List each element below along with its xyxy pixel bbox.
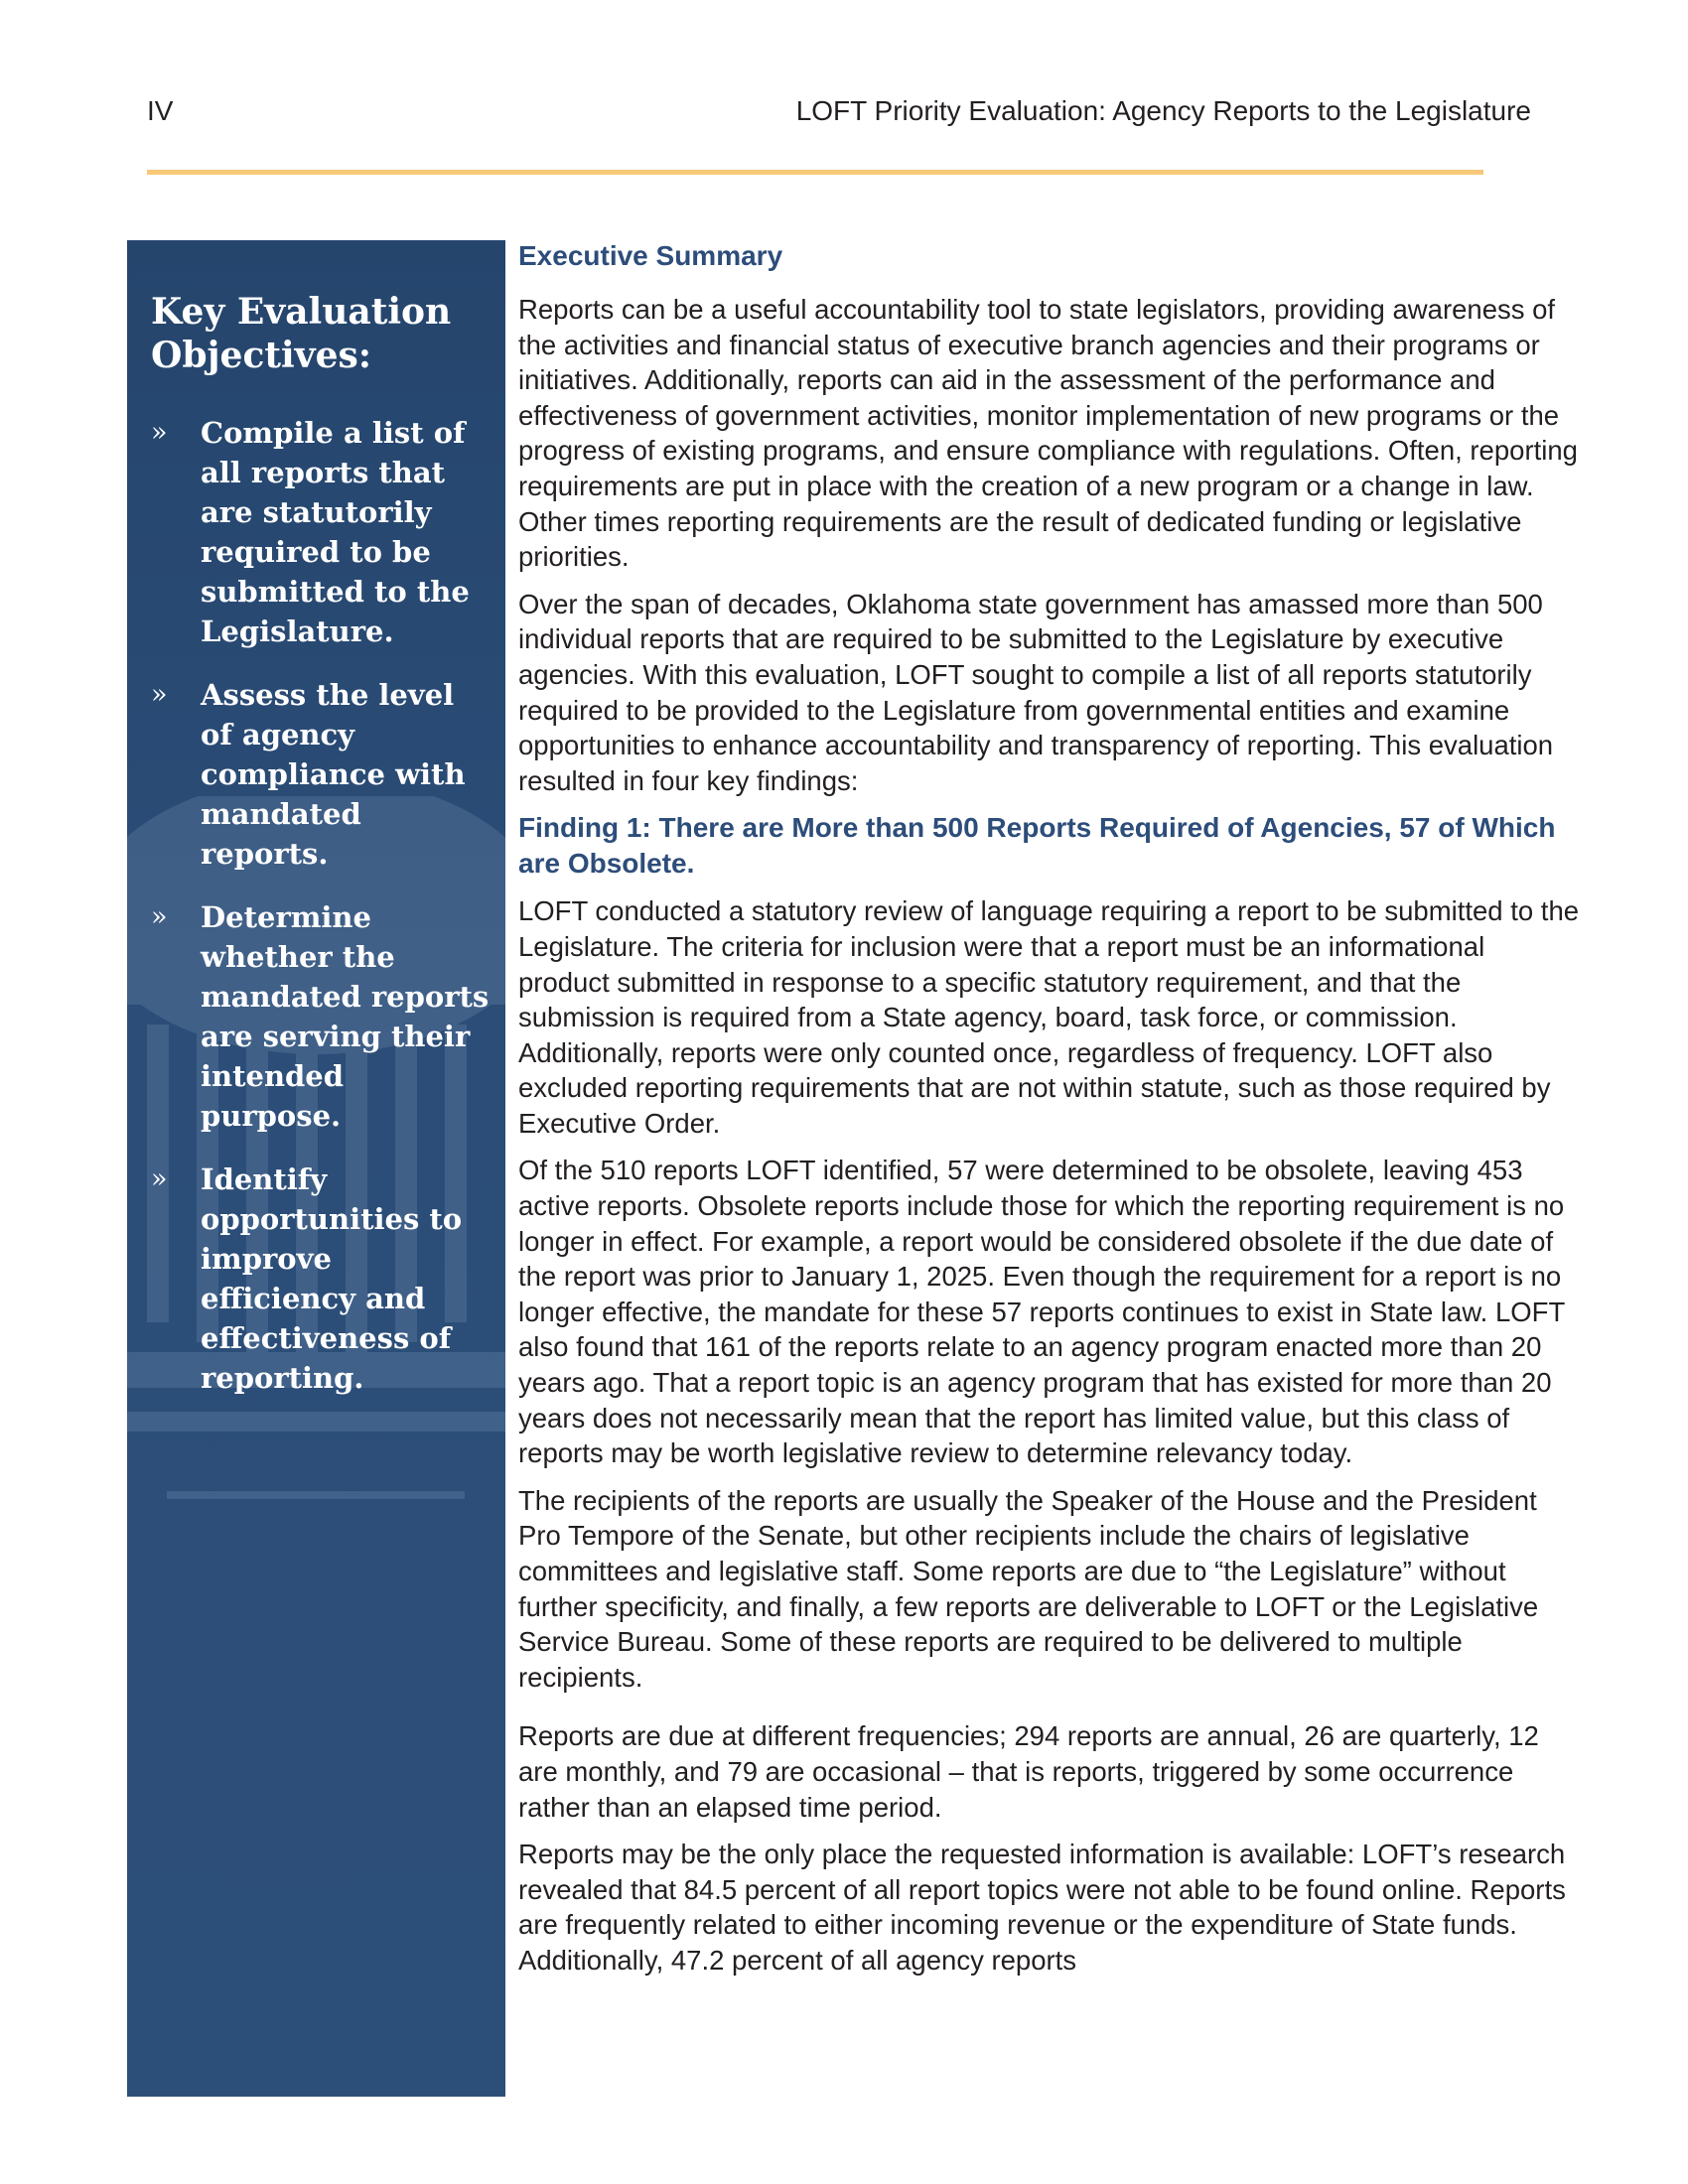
bullet-chevron-icon: »	[151, 1163, 168, 1194]
page-number: IV	[147, 95, 174, 126]
bullet-chevron-icon: »	[151, 417, 168, 448]
objective-item	[151, 675, 493, 874]
header-rule	[147, 170, 1483, 175]
key-objectives-sidebar	[127, 240, 505, 2097]
body-paragraph: The recipients of the reports are usually the Speaker of the House and the President Pro Tempore of the Senate, but other recipients include the chairs of legislative committees and legislative staff. Some reports are due to “the Legislature” without further specificity, and finally, a few reports are deliverable to LOFT or the Legislative Service Bureau. Some of these reports are required to be delivered to multiple recipients.	[518, 1484, 1539, 1693]
objectives-list	[151, 413, 493, 1398]
objective-item	[151, 413, 493, 651]
body-paragraph: LOFT conducted a statutory review of language requiring a report to be submitted to the Legislature. The criteria for inclusion were that a report must be an informational product submitted in response to a specific statutory requirement, and that the submission is required from a State agency, board, task force, or commission. Additionally, reports were only counted once, regardless of frequency. LOFT also excluded reporting requirements that are not within statute, such as those required by Executive Order.	[518, 895, 1580, 1139]
main-content	[518, 238, 1581, 1990]
body-paragraph: Reports are due at different frequencies; 294 reports are annual, 26 are quarterly, 12 are monthly, and 79 are occasional – that is reports, triggered by some occurrence rather than an elapsed time period.	[518, 1720, 1539, 1823]
section-title: Executive Summary	[518, 240, 783, 271]
objective-text: Identify opportunities to improve efficiency and effectiveness of reporting.	[201, 1162, 463, 1395]
running-header-title: LOFT Priority Evaluation: Agency Reports to the Legislature	[795, 95, 1531, 126]
body-paragraph: Reports may be the only place the requested information is available: LOFT’s research revealed that 84.5 percent of all report topics were not able to be found online. Reports are frequently related to either incoming revenue or the expenditure of State funds. Additionally, 47.2 percent of all agency reports	[518, 1839, 1566, 1976]
objective-text: Assess the level of agency compliance with mandated reports.	[201, 678, 466, 871]
bullet-chevron-icon: »	[151, 901, 168, 932]
bullet-chevron-icon: »	[151, 679, 168, 710]
body-paragraph: Of the 510 reports LOFT identified, 57 were determined to be obsolete, leaving 453 active reports. Obsolete reports include those for which the reporting requirement is no longer in effect. For example, a report would be considered obsolete if the due date of the report was prior to January 1, 2025. Even though the requirement for a report is no longer effective, the mandate for these 57 reports continues to exist in State law. LOFT also found that 161 of the reports relate to an agency program enacted more than 20 years ago. That a report topic is an agency program that has existed for more than 20 years does not necessarily mean that the report has limited value, but this class of reports may be worth legislative review to determine relevancy today.	[518, 1155, 1565, 1469]
objective-item	[151, 1160, 493, 1398]
body-paragraph: Reports can be a useful accountability tool to state legislators, providing awareness of the activities and financial status of executive branch agencies and their programs or initiatives. Additionally, reports can aid in the assessment of the performance and effectiveness of government activities, monitor implementation of new programs or the progress of existing programs, and ensure compliance with regulations. Often, reporting requirements are put in place with the creation of a new program or a change in law. Other times reporting requirements are the result of dedicated funding or legislative priorities.	[518, 294, 1578, 573]
objective-item	[151, 897, 493, 1136]
body-paragraph: Over the span of decades, Oklahoma state government has amassed more than 500 individual reports that are required to be submitted to the Legislature by executive agencies. With this evaluation, LOFT sought to compile a list of all reports statutorily required to be provided to the Legislature from governmental entities and examine opportunities to enhance accountability and transparency of reporting. This evaluation resulted in four key findings:	[518, 588, 1554, 796]
objective-text: Compile a list of all reports that are statutorily required to be submitted to the Legislature.	[201, 416, 470, 648]
objective-text: Determine whether the mandated reports are serving their intended purpose.	[201, 900, 490, 1133]
finding-title: Finding 1: There are More than 500 Reports Required of Agencies, 57 of Which are Obsolete.	[518, 812, 1556, 880]
sidebar-title: Key Evaluation Objectives:	[151, 291, 452, 376]
